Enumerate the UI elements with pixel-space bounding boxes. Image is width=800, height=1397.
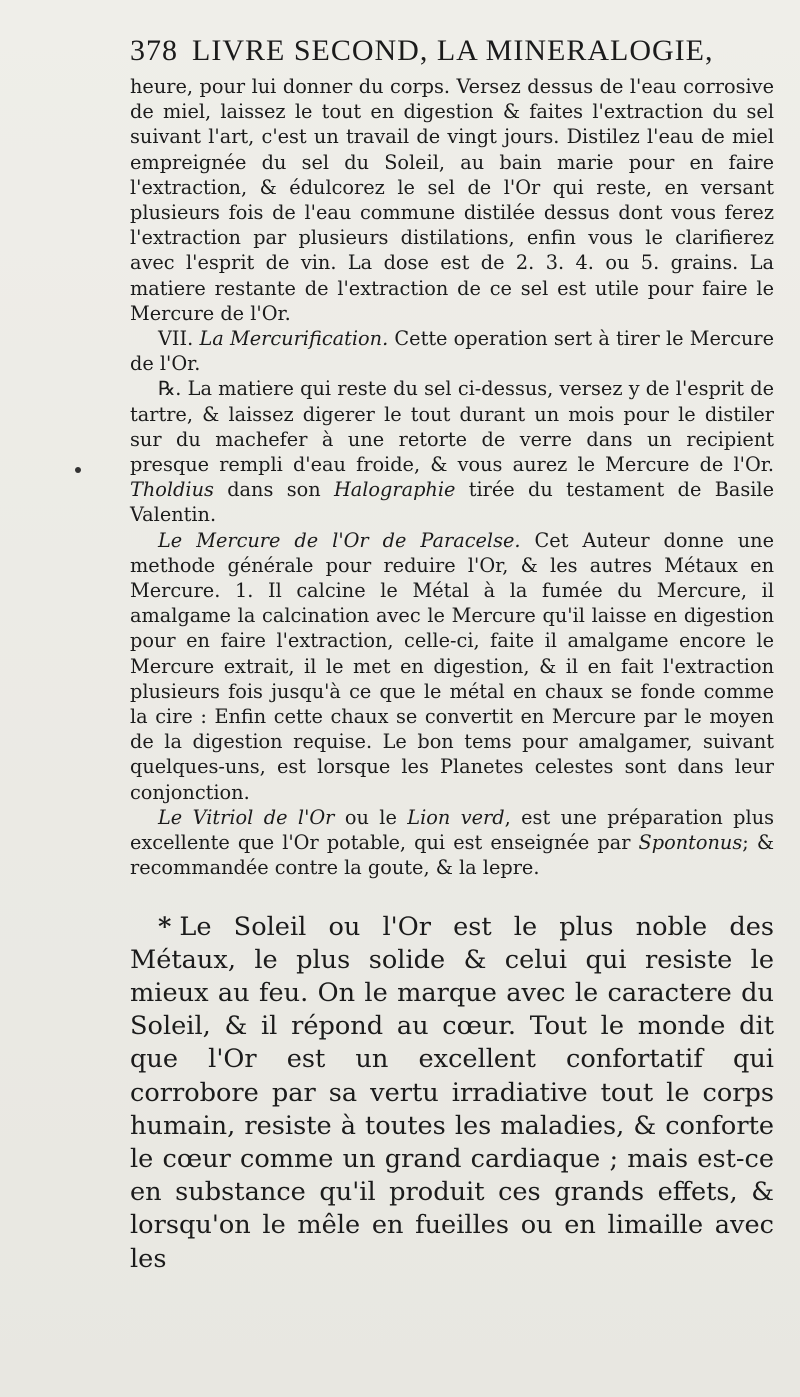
work-title: Halographie [333,478,456,502]
section-number: VII. [158,327,194,351]
footnote-paragraph [130,911,774,1276]
paragraph-mercurification [130,326,774,376]
recipe-text: La matiere qui reste du sel ci-dessus, versez y de l'esprit de tartre, & laissez digerer le tout durant un mois pour le distiler sur du machefer à une retorte de verre dans un recipient presque rempli d'eau froide, & vous aurez le Mercure de l'Or. [130,377,774,477]
footnote-text: Le Soleil ou l'Or est le plus noble des Métaux, le plus solide & celui qui resiste le mieux au feu. On le marque avec le caractere du Soleil, & il répond au cœur. Tout le monde dit que l'Or est un excellent confortatif qui corrobore par sa vertu irradiative tout le corps humain, resiste à toutes les maladies, & conforte le cœur comme un grand cardiaque ; mais est-ce en substance qu'il produit ces grands effets, & lorsqu'on le mêle en fueilles ou en limaille avec les [130,911,774,1274]
recipe-mid: dans son [213,478,334,502]
vitriol-title: Le Vitriol de l'Or [158,805,335,829]
lion-verd: Lion verd [407,805,505,829]
ink-spot [75,467,81,473]
paragraph-vitriol [130,805,774,881]
vitriol-end: ; & recommandée contre la goute, & la lepre. [130,831,774,880]
paracelse-title: Le Mercure de l'Or de Paracelse. [158,528,521,552]
author-name: Tholdius [130,478,214,502]
vitriol-text: , est une préparation plus excellente que l'Or potable, qui est enseignée par [130,805,775,855]
page-number: 378 [130,34,178,67]
recipe-symbol: ℞. [158,377,182,401]
vitriol-mid: ou le [334,805,408,829]
running-title: LIVRE SECOND, LA MINERALOGIE, [192,34,714,67]
spontonus: Spontonus [638,831,743,855]
page-header [130,34,774,68]
paragraph-paracelse [130,528,774,805]
paragraph-recipe [130,376,774,527]
recipe-end: tirée du testament de Basile Valentin. [130,478,774,527]
paragraph-extraction: heure, pour lui donner du corps. Versez dessus de l'eau corrosive de miel, laissez le tout en digestion & faites l'extraction du sel suivant l'art, c'est un travail de vingt jours. Distilez l'eau de miel empreignée du sel du Soleil, au bain marie pour en faire l'extraction, & édulcorez le sel de l'Or qui reste, en versant plusieurs fois de l'eau commune distilée dessus dont vous ferez l'extraction par plusieurs distilations, enfin vous le clarifierez avec l'esprit de vin. La dose est de 2. 3. 4. ou 5. grains. La matiere restante de l'extraction de ce sel est utile pour faire le Mercure de l'Or. [130,75,774,325]
paracelse-text: Cet Auteur donne une methode générale pour reduire l'Or, & les autres Métaux en Mercure. 1. Il calcine le Métal à la fumée du Mercure, il amalgame la calcination avec le Mercure qu'il laisse en digestion pour en faire l'extraction, celle-ci, faite il amalgame encore le Mercure extrait, il le met en digestion, & il en fait l'extraction plusieurs fois jusqu'à ce que le métal en chaux se fonde comme la cire : Enfin cette chaux se convertit en Mercure par le moyen de la digestion requise. Le bon tems pour amalgamer, suivant quelques-uns, est lorsque les Planetes celestes sont dans leur conjonction. [130,528,774,804]
footnote-star: * [158,911,172,942]
section-title: La Mercurification. [199,327,389,351]
section-text: Cette operation sert à tirer le Mercure de l'Or. [130,327,774,376]
